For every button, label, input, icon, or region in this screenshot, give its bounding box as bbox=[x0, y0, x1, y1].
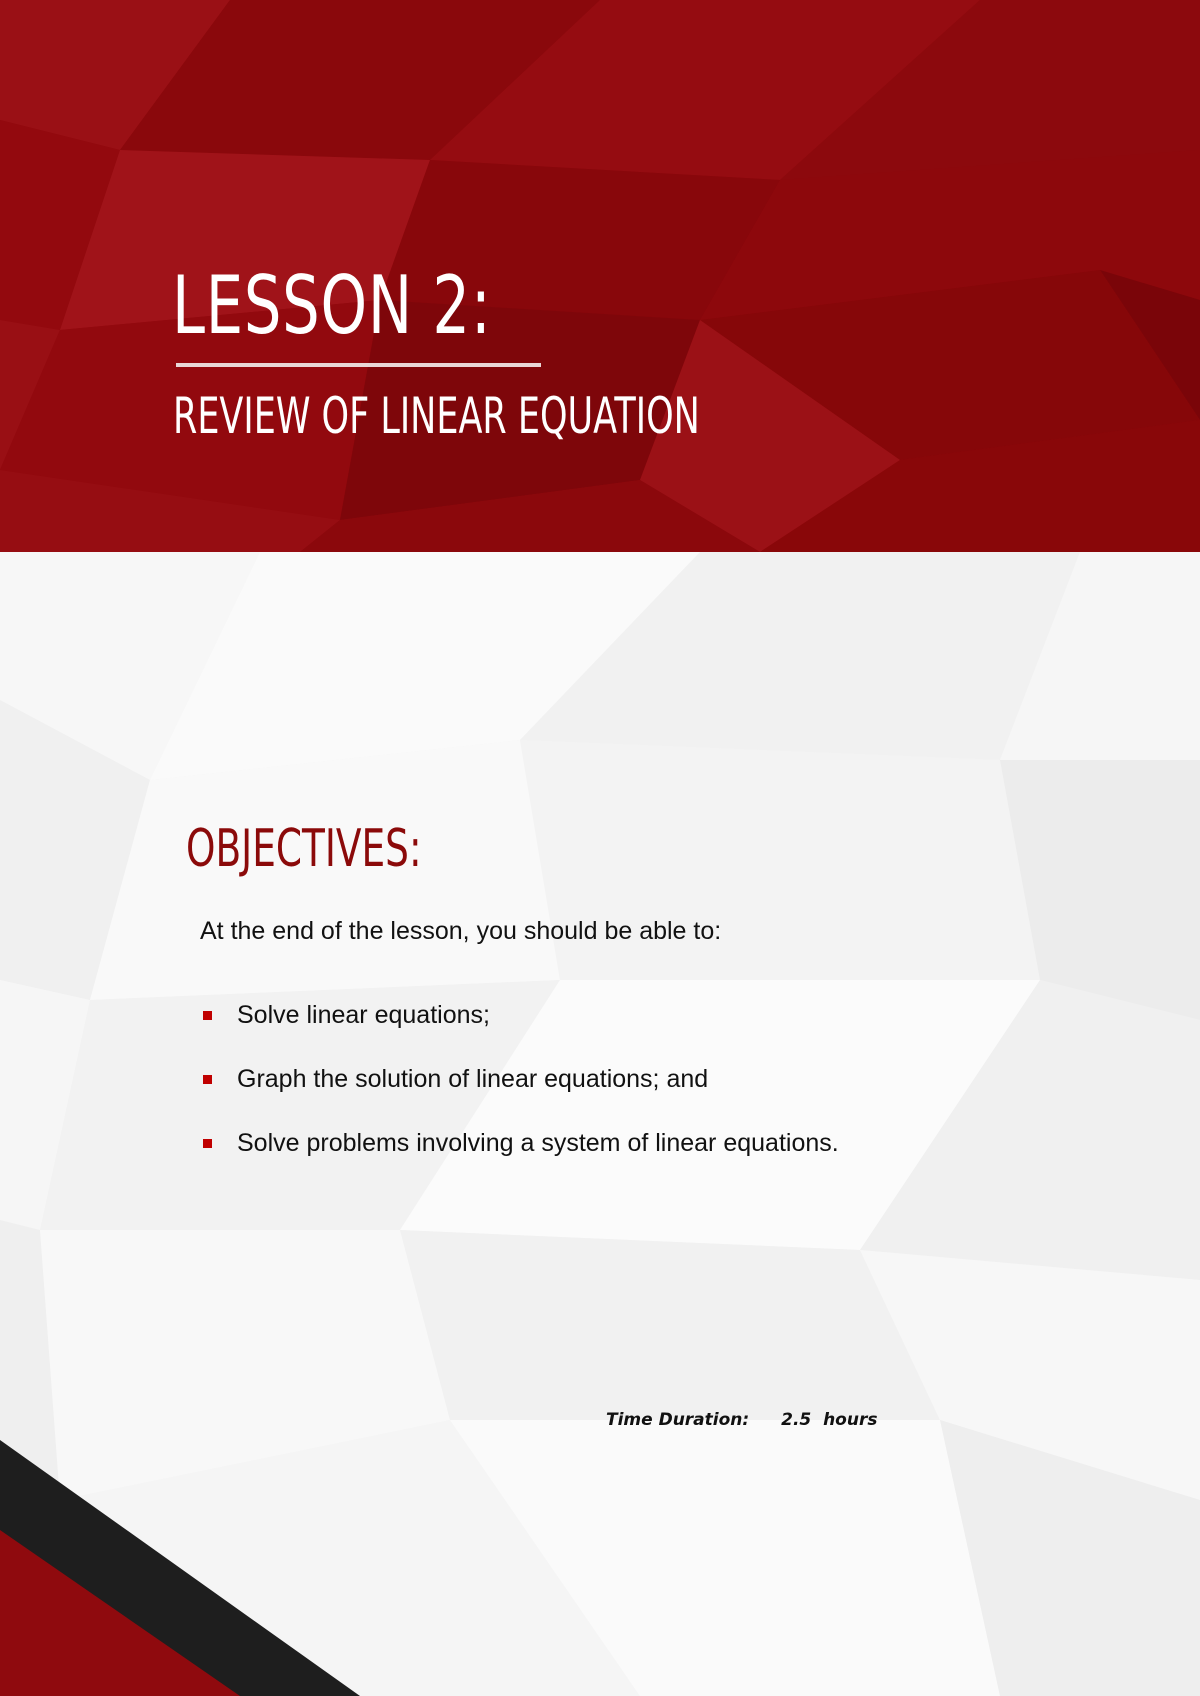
objectives-intro: At the end of the lesson, you should be able to: bbox=[200, 917, 722, 945]
duration-value: 2.5 hours bbox=[781, 1410, 878, 1430]
objective-text: Solve problems involving a system of linear equations. bbox=[237, 1129, 839, 1157]
objective-text: Solve linear equations; bbox=[237, 1001, 490, 1029]
square-bullet-icon bbox=[203, 1139, 212, 1148]
time-duration bbox=[606, 1408, 877, 1432]
title-underline bbox=[176, 363, 541, 367]
lesson-subtitle: REVIEW OF LINEAR EQUATION bbox=[173, 387, 700, 445]
lesson-title: LESSON 2: bbox=[172, 259, 492, 352]
duration-label: Time Duration: bbox=[606, 1410, 750, 1430]
header-banner bbox=[0, 0, 1200, 552]
square-bullet-icon bbox=[203, 1075, 212, 1084]
objective-text: Graph the solution of linear equations; and bbox=[237, 1065, 709, 1093]
square-bullet-icon bbox=[203, 1011, 212, 1020]
objectives-heading: OBJECTIVES: bbox=[186, 819, 422, 879]
